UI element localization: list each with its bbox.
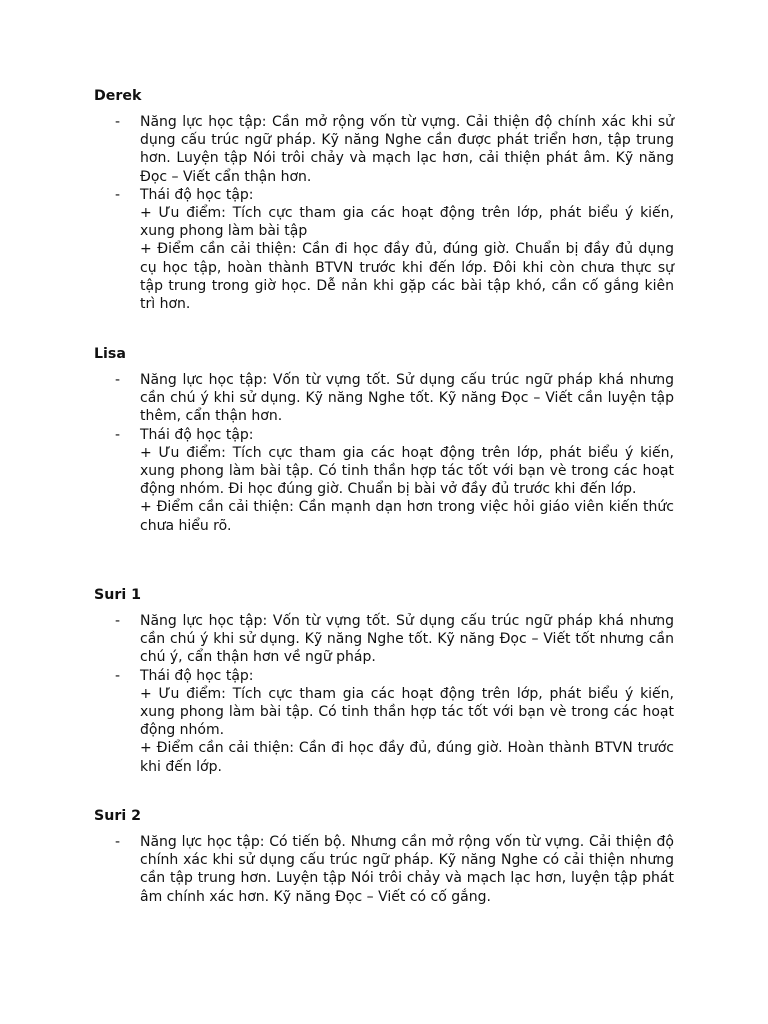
list-item: [94, 667, 674, 776]
list-item: [94, 612, 674, 667]
student-section-derek: [94, 87, 674, 313]
paragraph: Năng lực học tập: Có tiến bộ. Nhưng cần mở rộng vốn từ vựng. Cải thiện độ chính xác khi sử dụng cấu trúc ngữ pháp. Kỹ năng Nghe có cải thiện nhưng cần tập trung hơn. Luyện tập Nói trôi chảy và mạch lạc hơn, luyện tập phát âm chính xác hơn. Kỹ năng Đọc – Viết có cố gắng.: [140, 834, 674, 905]
student-name: Lisa: [94, 346, 126, 362]
student-name: Derek: [94, 88, 142, 104]
paragraph: Năng lực học tập: Vốn từ vựng tốt. Sử dụng cấu trúc ngữ pháp khá nhưng cần chú ý khi sử dụng. Kỹ năng Nghe tốt. Kỹ năng Đọc – Viết cần luyện tập thêm, cẩn thận hơn.: [140, 372, 674, 425]
dash-bullet: -: [115, 186, 121, 203]
paragraph: + Điểm cần cải thiện: Cần đi học đầy đủ, đúng giờ. Chuẩn bị đầy đủ dụng cụ học tập, hoàn thành BTVN trước khi đến lớp. Đôi khi còn chưa thực sự tập trung trong giờ học. Dễ nản khi gặp các bài tập khó, cần cố gắng kiên trì hơn.: [140, 241, 674, 313]
student-name: Suri 2: [94, 808, 141, 824]
bullet-list: [94, 371, 674, 535]
paragraph: Thái độ học tập:: [140, 426, 254, 443]
list-item: [94, 833, 674, 906]
list-item: [94, 113, 674, 186]
dash-bullet: -: [115, 372, 121, 388]
list-item: [94, 186, 674, 313]
dash-bullet: -: [115, 114, 121, 130]
dash-bullet: -: [115, 426, 121, 443]
bullet-list: [94, 612, 674, 776]
paragraph: Thái độ học tập:: [140, 186, 254, 203]
paragraph: + Ưu điểm: Tích cực tham gia các hoạt động trên lớp, phát biểu ý kiến, xung phong làm bài tập. Có tinh thần hợp tác tốt với bạn vè trong các hoạt động nhóm.: [140, 685, 674, 739]
paragraph: Năng lực học tập: Cần mở rộng vốn từ vựng. Cải thiện độ chính xác khi sử dụng cấu trúc ngữ pháp. Kỹ năng Nghe cần được phát triển hơn, tập trung hơn. Luyện tập Nói trôi chảy và mạch lạc hơn, cải thiện phát âm. Kỹ năng Đọc – Viết cẩn thận hơn.: [140, 114, 674, 185]
dash-bullet: -: [115, 667, 121, 684]
list-item: [94, 426, 674, 535]
paragraph: + Điểm cần cải thiện: Cần đi học đầy đủ, đúng giờ. Hoàn thành BTVN trước khi đến lớp.: [140, 740, 674, 775]
bullet-list: [94, 833, 674, 906]
paragraph: + Ưu điểm: Tích cực tham gia các hoạt động trên lớp, phát biểu ý kiến, xung phong làm bài tập. Có tinh thần hợp tác tốt với bạn vè trong các hoạt động nhóm. Đi học đúng giờ. Chuẩn bị bài vở đầy đủ trước khi đến lớp.: [140, 444, 674, 498]
bullet-list: [94, 113, 674, 313]
paragraph: Năng lực học tập: Vốn từ vựng tốt. Sử dụng cấu trúc ngữ pháp khá nhưng cần chú ý khi sử dụng. Kỹ năng Nghe tốt. Kỹ năng Đọc – Viết tốt nhưng cần chú ý, cẩn thận hơn về ngữ pháp.: [140, 613, 674, 666]
paragraph: + Ưu điểm: Tích cực tham gia các hoạt động trên lớp, phát biểu ý kiến, xung phong làm bài tập: [140, 205, 674, 240]
student-name: Suri 1: [94, 587, 141, 603]
student-section-lisa: [94, 345, 674, 535]
student-section-suri-1: [94, 586, 674, 776]
dash-bullet: -: [115, 613, 121, 629]
dash-bullet: -: [115, 834, 121, 850]
list-item: [94, 371, 674, 426]
student-section-suri-2: [94, 807, 674, 906]
paragraph: + Điểm cần cải thiện: Cần mạnh dạn hơn trong việc hỏi giáo viên kiến thức chưa hiểu rõ.: [140, 499, 674, 534]
paragraph: Thái độ học tập:: [140, 667, 254, 684]
